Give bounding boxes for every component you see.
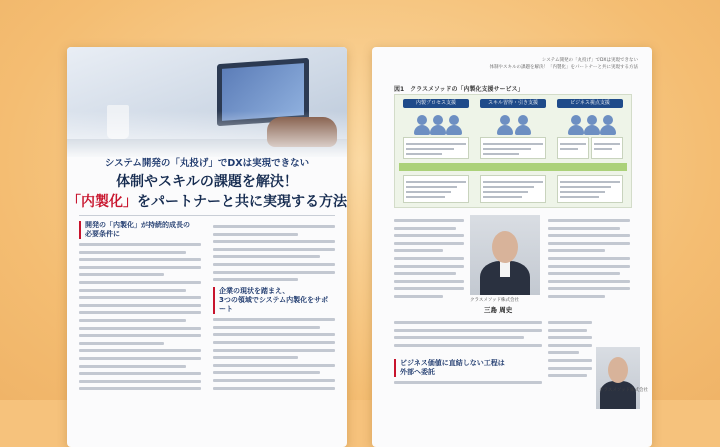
diagram-cell-3b (591, 137, 623, 159)
body-column-3-lower (548, 317, 592, 397)
running-header-line2: 体制やスキルの課題を解決！「内製化」をパートナーと共に実現する方法 (489, 65, 638, 70)
hero-photo (67, 47, 347, 157)
diagram-list-2 (480, 175, 546, 203)
figure-title: 図1 クラスメソッドの「内製化支援サービス」 (394, 86, 524, 93)
body-column-3 (548, 215, 630, 315)
diagram-cell-1 (403, 137, 469, 159)
section3-block (394, 359, 542, 399)
diagram-arrow-band (399, 163, 627, 171)
diagram-cell-3a (557, 137, 589, 159)
interviewee-photo-1 (470, 215, 540, 295)
body-column-1 (394, 215, 464, 315)
person2-caption: クラスメソッド株式会社 (598, 388, 648, 393)
right-column (213, 221, 335, 401)
left-page (67, 47, 347, 447)
service-diagram (394, 94, 632, 208)
left-column (79, 221, 201, 401)
body-column-2-lower (394, 317, 542, 357)
section2-heading: 企業の現状を踏まえ、 3つの領域でシステム内製化をサポート (213, 287, 335, 314)
diagram-column-header-1: 内製プロセス支援 (403, 99, 469, 108)
article-title-line1: 体制やスキルの課題を解決！ (116, 174, 298, 190)
person1-caption: クラスメソッド株式会社 (470, 298, 520, 303)
section1-heading: 開発の「内製化」が持続的成長の 必要条件に (79, 221, 201, 239)
person1-name: 三島 周史 (484, 306, 513, 314)
diagram-cell-2 (480, 137, 546, 159)
diagram-column-header-2: スキル習得・引き支援 (480, 99, 546, 108)
diagram-list-3 (557, 175, 623, 203)
title-highlight: 「内製化」 (67, 194, 137, 210)
title-rest: をパートナーと共に実現する方法 (137, 194, 347, 210)
diagram-column-header-3: ビジネス視点支援 (557, 99, 623, 108)
title-divider (79, 215, 335, 216)
running-header-line1: システム開発の「丸投げ」でDXは実現できない (541, 58, 638, 63)
section3-heading: ビジネス価値に直結しない工程は 外部へ委託 (394, 359, 542, 377)
right-page (372, 47, 652, 447)
article-title-line2 (67, 191, 347, 211)
diagram-list-1 (403, 175, 469, 203)
article-subtitle: システム開発の「丸投げ」でDXは実現できない (104, 158, 310, 169)
